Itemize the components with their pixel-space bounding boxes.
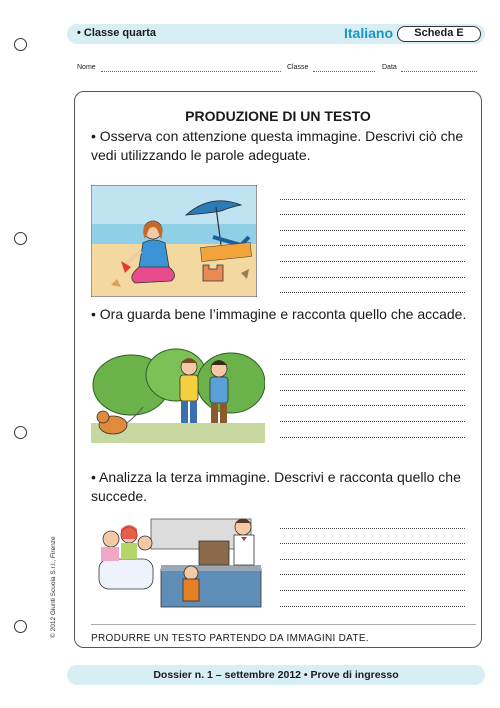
- answer-line[interactable]: [280, 215, 465, 231]
- answer-lines-1[interactable]: [280, 184, 465, 293]
- header-bar: [67, 24, 485, 44]
- answer-line[interactable]: [280, 200, 465, 216]
- instruction-1: • Osserva con attenzione questa immagine. Descrivi ciò che vedi utilizzando le parole adeguate.: [91, 128, 464, 163]
- binder-hole-top: [14, 38, 27, 51]
- copyright-note: © 2012 Giunti Scuola S.r.l., Firenze: [50, 536, 57, 638]
- answer-line[interactable]: [280, 406, 465, 422]
- answer-lines-3[interactable]: [280, 513, 465, 607]
- student-info-fields: [77, 64, 477, 76]
- answer-lines-2[interactable]: [280, 344, 465, 438]
- class-level-label: • Classe quarta: [77, 27, 157, 39]
- answer-line[interactable]: [280, 184, 465, 200]
- divider: [91, 624, 476, 625]
- instruction-2: • Ora guarda bene l’immagine e racconta quello che accade.: [91, 306, 467, 322]
- date-label: Data: [382, 64, 397, 71]
- answer-line[interactable]: [280, 560, 465, 576]
- worksheet-frame: [74, 91, 482, 648]
- objective-note: PRODURRE UN TESTO PARTENDO DA IMMAGINI DATE.: [91, 633, 369, 644]
- answer-line[interactable]: [280, 262, 465, 278]
- answer-line[interactable]: [280, 391, 465, 407]
- answer-line[interactable]: [280, 575, 465, 591]
- answer-line[interactable]: [280, 344, 465, 360]
- date-field[interactable]: [401, 71, 477, 72]
- binder-hole-upper-middle: [14, 232, 27, 245]
- class-label: Classe: [287, 64, 309, 71]
- name-field[interactable]: [101, 71, 281, 72]
- answer-line[interactable]: [280, 231, 465, 247]
- answer-line[interactable]: [280, 591, 465, 607]
- binder-hole-bottom: [14, 620, 27, 633]
- answer-line[interactable]: [280, 544, 465, 560]
- answer-line[interactable]: [280, 278, 465, 294]
- answer-line[interactable]: [280, 529, 465, 545]
- answer-line[interactable]: [280, 375, 465, 391]
- sheet-badge: Scheda E: [397, 26, 481, 42]
- page-title: PRODUZIONE DI UN TESTO: [185, 108, 371, 124]
- answer-line[interactable]: [280, 422, 465, 438]
- answer-line[interactable]: [280, 246, 465, 262]
- class-field[interactable]: [313, 71, 375, 72]
- cafe-counter-illustration: [91, 513, 265, 611]
- footer-bar: Dossier n. 1 – settembre 2012 • Prove di ingresso: [67, 665, 485, 685]
- name-label: Nome: [77, 64, 96, 71]
- binder-hole-lower-middle: [14, 426, 27, 439]
- two-boys-and-dog-illustration: [91, 345, 265, 443]
- answer-line[interactable]: [280, 513, 465, 529]
- beach-scene-illustration: [91, 185, 257, 297]
- instruction-3: • Analizza la terza immagine. Descrivi e racconta quello che succede.: [91, 469, 461, 504]
- answer-line[interactable]: [280, 360, 465, 376]
- subject-title: Italiano: [343, 25, 393, 41]
